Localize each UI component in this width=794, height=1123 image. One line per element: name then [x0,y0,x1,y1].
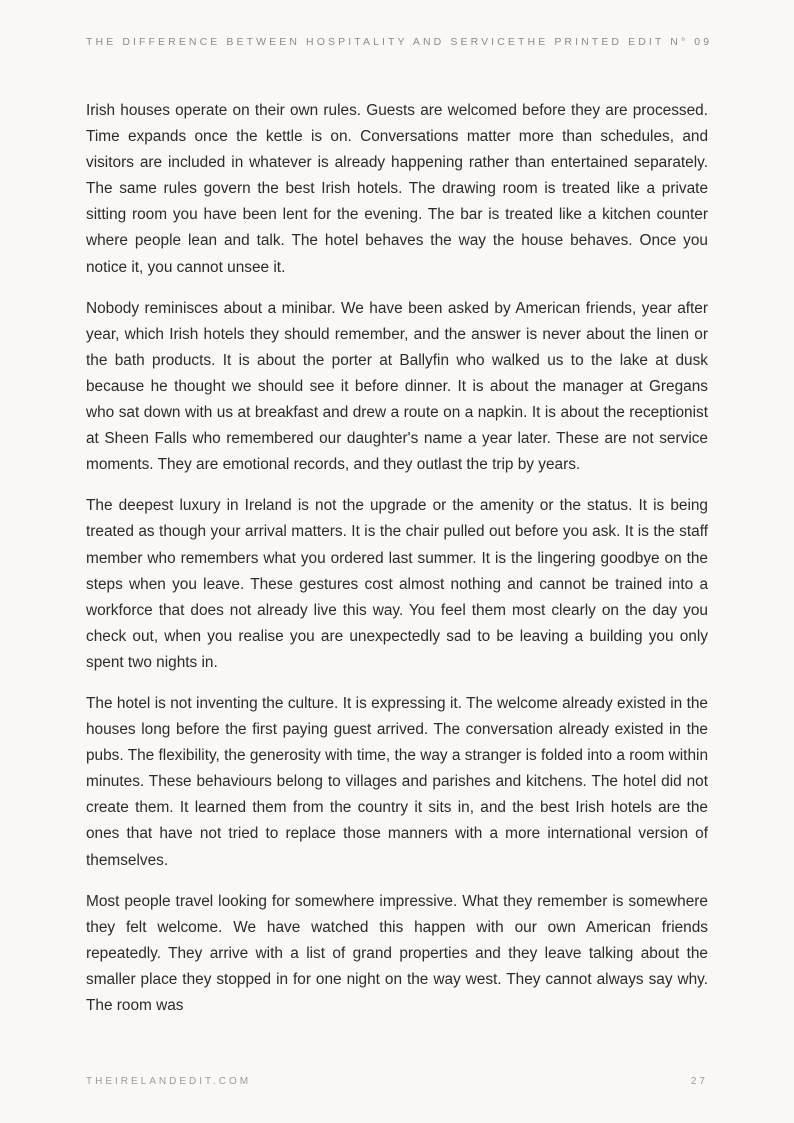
article-body [86,98,708,1034]
section-title: THE DIFFERENCE BETWEEN HOSPITALITY AND SERVICE [86,36,518,48]
page-number: 27 [690,1076,708,1087]
article-paragraph: Most people travel looking for somewhere impressive. What they remember is somewhere they felt welcome. We have watched this happen with our own American friends repeatedly. They arrive with a list of grand properties and they leave talking about the smaller place they stopped in for one night on the way west. They cannot always say why. The room was [86,892,708,1014]
page-footer [86,1076,708,1087]
article-paragraph: Irish houses operate on their own rules. Guests are welcomed before they are processed. Time expands once the kettle is on. Conversations matter more than schedules, and visitors are included in whatever is already happening rather than entertained separately. The same rules govern the best Irish hotels. The drawing room is treated like a private sitting room you have been lent for the evening. The bar is treated like a kitchen counter where people lean and talk. The hotel behaves the way the house behaves. Once you notice it, you cannot unsee it. [86,102,708,276]
website-link[interactable]: THEIRELANDEDIT.COM [86,1076,252,1087]
running-header [86,36,713,48]
article-paragraph: The hotel is not inventing the culture. It is expressing it. The welcome already existed in the houses long before the first paying guest arrived. The conversation already existed in the pubs. The flexibility, the generosity with time, the way a stranger is folded into a room within minutes. These behaviours belong to villages and parishes and kitchens. The hotel did not create them. It learned them from the country it sits in, and the best Irish hotels are the ones that have not tried to replace those manners with a more international version of themselves. [86,694,708,869]
article-paragraph: The deepest luxury in Ireland is not the upgrade or the amenity or the status. It is being treated as though your arrival matters. It is the chair pulled out before you ask. It is the staff member who remembers what you ordered last summer. It is the lingering goodbye on the steps when you leave. These gestures cost almost nothing and cannot be trained into a workforce that does not already live this way. You feel them most clearly on the day you check out, when you realise you are unexpectedly sad to be leaving a building you only spent two nights in. [86,497,708,671]
article-paragraph: Nobody reminisces about a minibar. We have been asked by American friends, year after year, which Irish hotels they should remember, and the answer is never about the linen or the bath products. It is about the porter at Ballyfin who walked us to the lake at dusk because he thought we should see it before dinner. It is about the manager at Gregans who sat down with us at breakfast and drew a route on a napkin. It is about the receptionist at Sheen Falls who remembered our daughter's name a year later. These are not service moments. They are emotional records, and they outlast the trip by years. [86,299,708,474]
edition-label: THE PRINTED EDIT N° 09 [518,36,713,48]
